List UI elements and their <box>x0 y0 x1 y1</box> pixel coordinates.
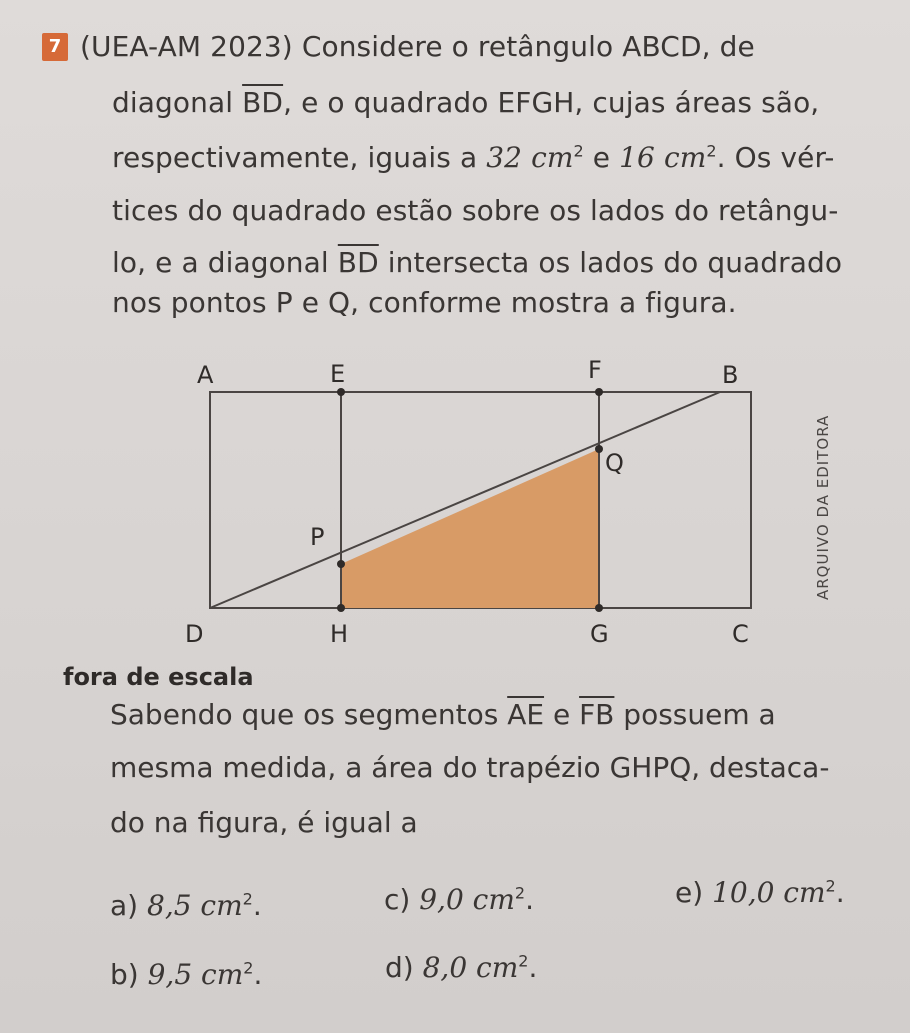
option-value-a: 8,5 cm <box>147 889 243 922</box>
geometry-svg <box>170 350 832 670</box>
question-line-3 <box>112 140 835 176</box>
option-suffix-e: . <box>835 876 845 909</box>
question-text-4: respectivamente, iguais a <box>112 141 487 174</box>
label-a: A <box>197 361 214 389</box>
body-line-3 <box>110 805 418 841</box>
option-letter-a: a) <box>110 889 139 922</box>
answer-option-e[interactable] <box>675 875 845 911</box>
option-letter-d: d) <box>385 951 414 984</box>
point-p <box>337 560 345 568</box>
question-text-6: . Os vér- <box>716 141 835 174</box>
option-value-c: 9,0 cm <box>419 883 515 916</box>
geometry-figure <box>170 350 832 670</box>
diagonal-bd-label-1: $\overline{BD}$ <box>242 86 284 119</box>
area-square-exponent: 2 <box>706 141 717 161</box>
option-exp-e: 2 <box>825 876 836 896</box>
question-line-2 <box>112 85 819 121</box>
question-text-3: , e o quadrado EFGH, cujas áreas são, <box>283 86 820 119</box>
segment-ae: $\overline{AE}$ <box>507 698 545 731</box>
option-value-d: 8,0 cm <box>422 951 519 984</box>
body-line-1 <box>110 697 776 733</box>
point-q <box>595 445 603 453</box>
label-p: P <box>310 523 325 551</box>
scale-note: fora de escala <box>63 663 254 691</box>
option-value-b: 9,5 cm <box>147 958 244 991</box>
label-b: B <box>722 361 739 389</box>
option-exp-b: 2 <box>243 958 254 978</box>
area-square: 16 cm <box>619 141 707 174</box>
label-f: F <box>588 356 602 384</box>
area-rectangle-exponent: 2 <box>573 141 584 161</box>
archive-credit: ARQUIVO DA EDITORA <box>814 414 832 600</box>
option-exp-a: 2 <box>242 889 253 909</box>
option-exp-d: 2 <box>518 951 529 971</box>
body-line-2 <box>110 750 829 786</box>
option-suffix-b: . <box>253 958 263 991</box>
question-text-5: e <box>583 141 620 174</box>
question-text-8: lo, e a diagonal <box>112 246 338 279</box>
trapezoid-ghpq <box>341 449 599 608</box>
option-exp-c: 2 <box>514 883 526 903</box>
option-suffix-d: . <box>528 951 538 984</box>
body-text-3: possuem a <box>614 698 776 731</box>
question-line-5 <box>112 245 842 281</box>
point-g <box>595 604 603 612</box>
label-e: E <box>330 360 346 388</box>
body-text-2: e <box>544 698 580 731</box>
label-g: G <box>590 620 609 648</box>
option-letter-b: b) <box>110 958 139 991</box>
body-text-5: do na figura, é igual a <box>110 806 418 839</box>
body-text-4: mesma medida, a área do trapézio GHPQ, destaca- <box>110 751 830 784</box>
answer-option-c[interactable] <box>384 882 534 918</box>
answer-option-a[interactable] <box>110 888 262 924</box>
area-rectangle: 32 cm <box>486 141 574 174</box>
label-c: C <box>732 620 749 648</box>
label-q: Q <box>605 449 624 477</box>
question-text-7: tices do quadrado estão sobre os lados do retângu- <box>112 194 839 227</box>
label-d: D <box>185 620 204 648</box>
answer-option-d[interactable] <box>385 950 537 986</box>
diagonal-bd-label-2: $\overline{BD}$ <box>337 246 379 279</box>
question-text-2: diagonal <box>112 86 243 119</box>
option-value-e: 10,0 cm <box>712 876 826 909</box>
question-line-1 <box>80 29 755 65</box>
question-line-6 <box>112 285 737 321</box>
segment-fb: $\overline{FB}$ <box>579 698 615 731</box>
question-text-10: nos pontos P e Q, conforme mostra a figura. <box>112 286 737 319</box>
question-text-9: intersecta os lados do quadrado <box>378 246 843 279</box>
option-suffix-c: . <box>525 883 534 916</box>
question-line-4 <box>112 193 838 229</box>
question-number-badge: 7 <box>42 33 68 61</box>
option-suffix-a: . <box>252 889 262 922</box>
answer-option-b[interactable] <box>110 957 262 993</box>
point-h <box>337 604 345 612</box>
option-letter-c: c) <box>384 883 411 916</box>
body-text-1: Sabendo que os segmentos <box>110 698 508 731</box>
label-h: H <box>330 620 349 648</box>
option-letter-e: e) <box>675 876 704 909</box>
question-text-1: (UEA-AM 2023) Considere o retângulo ABCD, de <box>80 30 755 63</box>
point-f <box>595 388 603 396</box>
point-e <box>337 388 345 396</box>
